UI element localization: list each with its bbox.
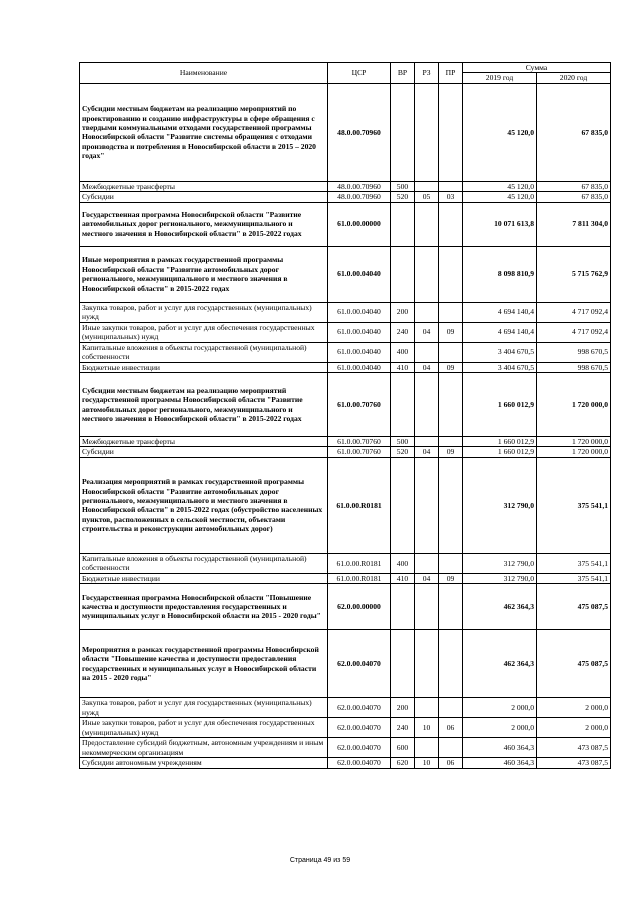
row-rz bbox=[415, 302, 439, 322]
row-sum-2020: 473 087,5 bbox=[537, 758, 611, 768]
header-2019: 2019 год bbox=[463, 73, 537, 83]
row-sum-2020: 5 715 762,9 bbox=[537, 246, 611, 302]
row-rz: 05 bbox=[415, 192, 439, 202]
row-csr: 61.0.00.00000 bbox=[328, 202, 391, 246]
table-row bbox=[80, 322, 611, 342]
row-name: Реализация мероприятий в рамках государственной программы Новосибирской области "Развитие автомобильных дорог регионального, межмуниципального и местного значения в Новосибирской области" в 2015-2022 годах (обустройство населенных пунктов, расположенных в сельской местности, объектами строительства и реконструкции автомобильных дорог) bbox=[80, 457, 328, 553]
row-name: Бюджетные инвестиции bbox=[80, 573, 328, 583]
row-vr: 500 bbox=[391, 437, 415, 447]
table-row bbox=[80, 457, 611, 553]
row-rz bbox=[415, 246, 439, 302]
row-name: Закупка товаров, работ и услуг для государственных (муниципальных) нужд bbox=[80, 302, 328, 322]
row-sum-2019: 2 000,0 bbox=[463, 718, 537, 738]
row-vr bbox=[391, 246, 415, 302]
row-vr: 400 bbox=[391, 342, 415, 362]
row-rz: 04 bbox=[415, 362, 439, 372]
header-rz: РЗ bbox=[415, 63, 439, 84]
row-name: Иные закупки товаров, работ и услуг для обеспечения государственных (муниципальных) нужд bbox=[80, 718, 328, 738]
row-rz bbox=[415, 373, 439, 437]
row-sum-2019: 1 660 012,9 bbox=[463, 437, 537, 447]
row-pr: 03 bbox=[439, 192, 463, 202]
row-sum-2020: 67 835,0 bbox=[537, 83, 611, 181]
table-body bbox=[80, 83, 611, 768]
row-name: Капитальные вложения в объекты государственной (муниципальной) собственности bbox=[80, 342, 328, 362]
row-rz bbox=[415, 181, 439, 191]
row-sum-2019: 4 694 140,4 bbox=[463, 302, 537, 322]
row-name: Субсидии автономным учреждениям bbox=[80, 758, 328, 768]
row-rz bbox=[415, 738, 439, 758]
row-pr bbox=[439, 738, 463, 758]
row-name: Предоставление субсидий бюджетным, автономным учреждениям и иным некоммерческим организациям bbox=[80, 738, 328, 758]
row-name: Иные закупки товаров, работ и услуг для обеспечения государственных (муниципальных) нужд bbox=[80, 322, 328, 342]
row-name: Капитальные вложения в объекты государственной (муниципальной) собственности bbox=[80, 553, 328, 573]
row-pr bbox=[439, 457, 463, 553]
row-name: Закупка товаров, работ и услуг для государственных (муниципальных) нужд bbox=[80, 698, 328, 718]
row-vr: 400 bbox=[391, 553, 415, 573]
row-sum-2020: 998 670,5 bbox=[537, 342, 611, 362]
row-pr bbox=[439, 302, 463, 322]
table-row bbox=[80, 181, 611, 191]
row-sum-2019: 4 694 140,4 bbox=[463, 322, 537, 342]
row-sum-2019: 8 098 810,9 bbox=[463, 246, 537, 302]
row-sum-2019: 462 364,3 bbox=[463, 584, 537, 630]
row-name: Иные мероприятия в рамках государственной программы Новосибирской области "Развитие автомобильных дорог регионального, межмуниципального и местного значения в Новосибирской области" в 2015-2022 годах bbox=[80, 246, 328, 302]
table-row bbox=[80, 758, 611, 768]
row-vr bbox=[391, 457, 415, 553]
row-pr bbox=[439, 83, 463, 181]
row-rz bbox=[415, 698, 439, 718]
row-sum-2020: 375 541,1 bbox=[537, 457, 611, 553]
row-name: Межбюджетные трансферты bbox=[80, 181, 328, 191]
row-vr: 600 bbox=[391, 738, 415, 758]
row-csr: 62.0.00.04070 bbox=[328, 738, 391, 758]
row-pr: 09 bbox=[439, 322, 463, 342]
row-sum-2019: 45 120,0 bbox=[463, 181, 537, 191]
row-rz bbox=[415, 437, 439, 447]
row-sum-2019: 3 404 670,5 bbox=[463, 362, 537, 372]
row-rz: 10 bbox=[415, 758, 439, 768]
row-vr: 500 bbox=[391, 181, 415, 191]
table-row bbox=[80, 630, 611, 698]
row-csr: 61.0.00.R0181 bbox=[328, 573, 391, 583]
row-pr bbox=[439, 553, 463, 573]
row-sum-2019: 2 000,0 bbox=[463, 698, 537, 718]
row-vr: 240 bbox=[391, 718, 415, 738]
row-csr: 48.0.00.70960 bbox=[328, 192, 391, 202]
row-sum-2019: 312 790,0 bbox=[463, 573, 537, 583]
row-pr bbox=[439, 202, 463, 246]
header-vr: ВР bbox=[391, 63, 415, 84]
row-vr bbox=[391, 373, 415, 437]
row-vr: 200 bbox=[391, 302, 415, 322]
row-pr: 09 bbox=[439, 573, 463, 583]
table-row bbox=[80, 202, 611, 246]
row-csr: 61.0.00.04040 bbox=[328, 246, 391, 302]
row-rz bbox=[415, 202, 439, 246]
row-vr bbox=[391, 584, 415, 630]
table-row bbox=[80, 573, 611, 583]
row-sum-2019: 312 790,0 bbox=[463, 457, 537, 553]
row-name: Государственная программа Новосибирской области "Повышение качества и доступности предоставления государственных и муниципальных услуг в Новосибирской области на 2015 - 2020 годы" bbox=[80, 584, 328, 630]
header-pr: ПР bbox=[439, 63, 463, 84]
row-vr: 620 bbox=[391, 758, 415, 768]
row-name: Субсидии местным бюджетам на реализацию мероприятий по проектированию и созданию инфраструктуры в сфере обращения с твердыми коммунальными отходами государственной программы Новосибирской области "Развитие системы обращения с отходами производства и потребления в Новосибирской области в 2015 – 2020 годах" bbox=[80, 83, 328, 181]
row-sum-2020: 475 087,5 bbox=[537, 630, 611, 698]
row-sum-2019: 3 404 670,5 bbox=[463, 342, 537, 362]
row-sum-2020: 2 000,0 bbox=[537, 718, 611, 738]
table-row bbox=[80, 192, 611, 202]
row-pr bbox=[439, 630, 463, 698]
row-csr: 61.0.00.04040 bbox=[328, 362, 391, 372]
row-sum-2019: 312 790,0 bbox=[463, 553, 537, 573]
row-sum-2020: 67 835,0 bbox=[537, 181, 611, 191]
row-name: Субсидии bbox=[80, 192, 328, 202]
row-sum-2020: 7 811 304,0 bbox=[537, 202, 611, 246]
row-rz bbox=[415, 83, 439, 181]
row-csr: 61.0.00.70760 bbox=[328, 437, 391, 447]
row-sum-2020: 475 087,5 bbox=[537, 584, 611, 630]
row-vr: 200 bbox=[391, 698, 415, 718]
row-vr bbox=[391, 83, 415, 181]
row-pr bbox=[439, 246, 463, 302]
row-csr: 62.0.00.04070 bbox=[328, 758, 391, 768]
page-footer: Страница 49 из 59 bbox=[289, 857, 351, 864]
row-rz: 04 bbox=[415, 322, 439, 342]
table-row bbox=[80, 584, 611, 630]
table-row bbox=[80, 362, 611, 372]
row-csr: 61.0.00.70760 bbox=[328, 373, 391, 437]
row-vr: 520 bbox=[391, 192, 415, 202]
row-sum-2020: 375 541,1 bbox=[537, 573, 611, 583]
budget-table bbox=[79, 62, 611, 769]
table-row bbox=[80, 246, 611, 302]
row-pr bbox=[439, 584, 463, 630]
row-vr: 410 bbox=[391, 573, 415, 583]
row-vr: 410 bbox=[391, 362, 415, 372]
table-row bbox=[80, 447, 611, 457]
row-csr: 62.0.00.04070 bbox=[328, 630, 391, 698]
row-sum-2020: 375 541,1 bbox=[537, 553, 611, 573]
row-vr bbox=[391, 630, 415, 698]
row-name: Государственная программа Новосибирской области "Развитие автомобильных дорог регионального, межмуниципального и местного значения в Новосибирской области" в 2015-2022 годах bbox=[80, 202, 328, 246]
row-rz bbox=[415, 342, 439, 362]
row-sum-2020: 1 720 000,0 bbox=[537, 373, 611, 437]
row-sum-2020: 473 087,5 bbox=[537, 738, 611, 758]
table-row bbox=[80, 553, 611, 573]
header-2020: 2020 год bbox=[537, 73, 611, 83]
row-sum-2019: 460 364,3 bbox=[463, 758, 537, 768]
row-rz bbox=[415, 553, 439, 573]
header-name: Наименование bbox=[80, 63, 328, 84]
table-row bbox=[80, 718, 611, 738]
row-pr: 06 bbox=[439, 758, 463, 768]
row-csr: 62.0.00.00000 bbox=[328, 584, 391, 630]
row-vr: 240 bbox=[391, 322, 415, 342]
row-sum-2019: 45 120,0 bbox=[463, 83, 537, 181]
row-name: Субсидии местным бюджетам на реализацию мероприятий государственной программы Новосибирской области "Развитие автомобильных дорог регионального, межмуниципального и местного значения в Новосибирской области" в 2015-2022 годах bbox=[80, 373, 328, 437]
row-csr: 62.0.00.04070 bbox=[328, 698, 391, 718]
row-rz: 10 bbox=[415, 718, 439, 738]
row-sum-2019: 1 660 012,9 bbox=[463, 373, 537, 437]
row-rz bbox=[415, 630, 439, 698]
row-sum-2020: 1 720 000,0 bbox=[537, 437, 611, 447]
row-pr bbox=[439, 373, 463, 437]
row-name: Бюджетные инвестиции bbox=[80, 362, 328, 372]
row-pr bbox=[439, 698, 463, 718]
row-sum-2019: 1 660 012,9 bbox=[463, 447, 537, 457]
header-sum: Сумма bbox=[463, 63, 611, 73]
row-csr: 61.0.00.R0181 bbox=[328, 553, 391, 573]
row-sum-2020: 67 835,0 bbox=[537, 192, 611, 202]
row-sum-2020: 4 717 092,4 bbox=[537, 302, 611, 322]
row-csr: 48.0.00.70960 bbox=[328, 181, 391, 191]
row-sum-2020: 1 720 000,0 bbox=[537, 447, 611, 457]
row-rz bbox=[415, 584, 439, 630]
table-row bbox=[80, 83, 611, 181]
row-pr bbox=[439, 342, 463, 362]
row-csr: 61.0.00.70760 bbox=[328, 447, 391, 457]
row-pr: 06 bbox=[439, 718, 463, 738]
row-pr bbox=[439, 437, 463, 447]
table-row bbox=[80, 342, 611, 362]
row-csr: 61.0.00.R0181 bbox=[328, 457, 391, 553]
row-rz bbox=[415, 457, 439, 553]
row-sum-2019: 10 071 613,8 bbox=[463, 202, 537, 246]
row-pr bbox=[439, 181, 463, 191]
table-row bbox=[80, 698, 611, 718]
row-pr: 09 bbox=[439, 362, 463, 372]
row-vr: 520 bbox=[391, 447, 415, 457]
row-sum-2020: 4 717 092,4 bbox=[537, 322, 611, 342]
row-sum-2020: 998 670,5 bbox=[537, 362, 611, 372]
row-sum-2019: 460 364,3 bbox=[463, 738, 537, 758]
row-name: Межбюджетные трансферты bbox=[80, 437, 328, 447]
row-vr bbox=[391, 202, 415, 246]
row-csr: 62.0.00.04070 bbox=[328, 718, 391, 738]
row-csr: 61.0.00.04040 bbox=[328, 302, 391, 322]
row-sum-2019: 462 364,3 bbox=[463, 630, 537, 698]
row-pr: 09 bbox=[439, 447, 463, 457]
row-sum-2020: 2 000,0 bbox=[537, 698, 611, 718]
row-csr: 61.0.00.04040 bbox=[328, 342, 391, 362]
table-row bbox=[80, 738, 611, 758]
table-row bbox=[80, 373, 611, 437]
table-row bbox=[80, 437, 611, 447]
row-csr: 48.0.00.70960 bbox=[328, 83, 391, 181]
header-csr: ЦСР bbox=[328, 63, 391, 84]
row-rz: 04 bbox=[415, 447, 439, 457]
table-row bbox=[80, 302, 611, 322]
row-name: Субсидии bbox=[80, 447, 328, 457]
row-rz: 04 bbox=[415, 573, 439, 583]
row-name: Мероприятия в рамках государственной программы Новосибирской области "Повышение качества и доступности предоставления государственных и муниципальных услуг в Новосибирской области на 2015 - 2020 годы" bbox=[80, 630, 328, 698]
row-sum-2019: 45 120,0 bbox=[463, 192, 537, 202]
row-csr: 61.0.00.04040 bbox=[328, 322, 391, 342]
